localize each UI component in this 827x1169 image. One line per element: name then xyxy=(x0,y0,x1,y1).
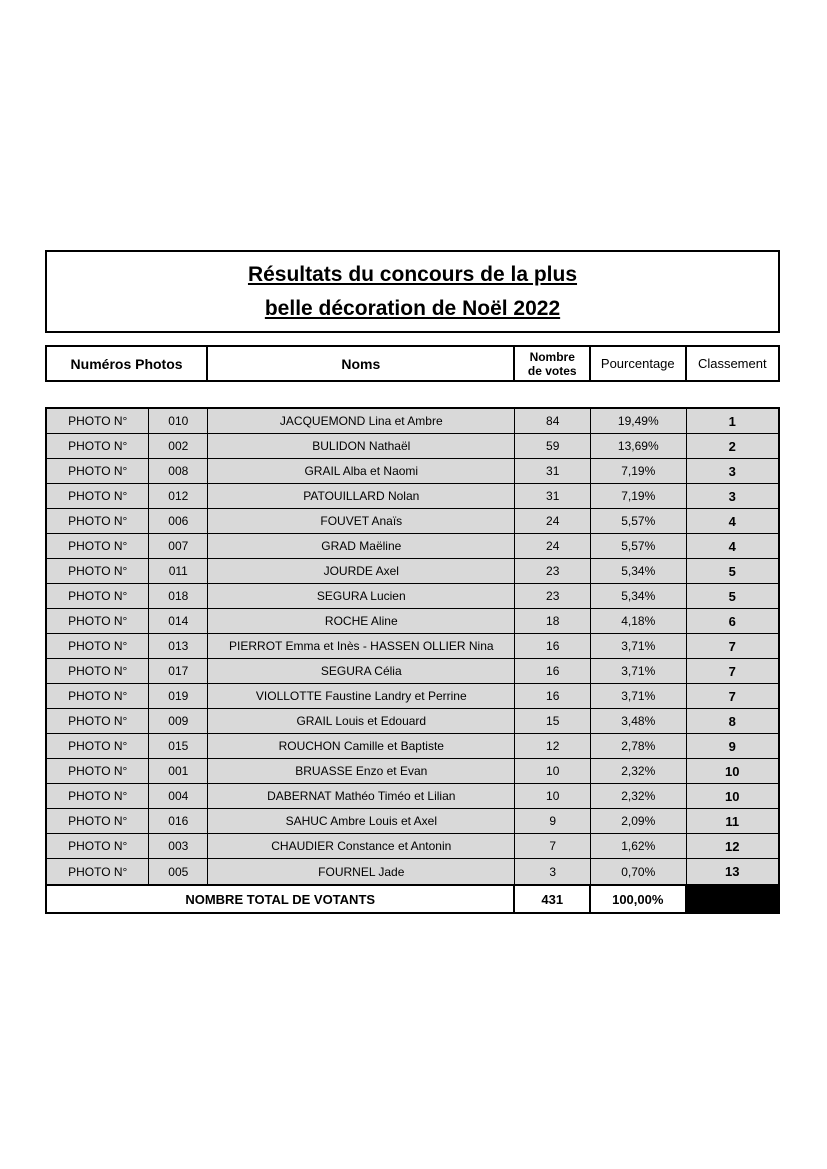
cell-votes: 23 xyxy=(515,559,591,583)
cell-photo-label: PHOTO N° xyxy=(47,434,149,458)
cell-votes: 59 xyxy=(515,434,591,458)
cell-votes: 15 xyxy=(515,709,591,733)
cell-photo-label: PHOTO N° xyxy=(47,784,149,808)
cell-classement: 5 xyxy=(687,584,779,608)
cell-numero: 005 xyxy=(149,859,208,884)
header-pourcentage: Pourcentage xyxy=(591,347,686,380)
cell-nom: GRAIL Louis et Edouard xyxy=(208,709,515,733)
cell-pourcentage: 3,71% xyxy=(591,684,686,708)
cell-nom: VIOLLOTTE Faustine Landry et Perrine xyxy=(208,684,515,708)
table-row xyxy=(47,809,778,834)
cell-numero: 007 xyxy=(149,534,208,558)
results-table xyxy=(45,407,780,914)
cell-nom: SEGURA Célia xyxy=(208,659,515,683)
table-row xyxy=(47,684,778,709)
total-row xyxy=(47,884,778,912)
table-row xyxy=(47,859,778,884)
cell-numero: 004 xyxy=(149,784,208,808)
cell-classement: 2 xyxy=(687,434,779,458)
cell-votes: 7 xyxy=(515,834,591,858)
cell-nom: PATOUILLARD Nolan xyxy=(208,484,515,508)
cell-photo-label: PHOTO N° xyxy=(47,759,149,783)
cell-nom: GRAD Maëline xyxy=(208,534,515,558)
cell-photo-label: PHOTO N° xyxy=(47,409,149,433)
cell-numero: 009 xyxy=(149,709,208,733)
cell-numero: 001 xyxy=(149,759,208,783)
total-pourcentage: 100,00% xyxy=(591,886,686,912)
cell-photo-label: PHOTO N° xyxy=(47,534,149,558)
cell-pourcentage: 5,34% xyxy=(591,559,686,583)
cell-photo-label: PHOTO N° xyxy=(47,609,149,633)
cell-classement: 8 xyxy=(687,709,779,733)
cell-numero: 010 xyxy=(149,409,208,433)
cell-pourcentage: 5,34% xyxy=(591,584,686,608)
table-row xyxy=(47,584,778,609)
cell-votes: 12 xyxy=(515,734,591,758)
cell-votes: 16 xyxy=(515,634,591,658)
cell-classement: 7 xyxy=(687,634,779,658)
cell-photo-label: PHOTO N° xyxy=(47,734,149,758)
cell-classement: 10 xyxy=(687,759,779,783)
cell-numero: 013 xyxy=(149,634,208,658)
cell-photo-label: PHOTO N° xyxy=(47,709,149,733)
cell-numero: 012 xyxy=(149,484,208,508)
cell-nom: SEGURA Lucien xyxy=(208,584,515,608)
cell-numero: 006 xyxy=(149,509,208,533)
cell-photo-label: PHOTO N° xyxy=(47,509,149,533)
cell-numero: 011 xyxy=(149,559,208,583)
cell-numero: 016 xyxy=(149,809,208,833)
cell-classement: 3 xyxy=(687,459,779,483)
table-row xyxy=(47,609,778,634)
cell-classement: 11 xyxy=(687,809,779,833)
total-votes: 431 xyxy=(515,886,591,912)
cell-photo-label: PHOTO N° xyxy=(47,834,149,858)
cell-classement: 6 xyxy=(687,609,779,633)
cell-numero: 003 xyxy=(149,834,208,858)
title-box xyxy=(45,250,780,333)
total-black-cell xyxy=(687,886,779,912)
cell-photo-label: PHOTO N° xyxy=(47,859,149,884)
cell-classement: 12 xyxy=(687,834,779,858)
cell-pourcentage: 2,09% xyxy=(591,809,686,833)
cell-numero: 018 xyxy=(149,584,208,608)
cell-votes: 24 xyxy=(515,534,591,558)
cell-nom: GRAIL Alba et Naomi xyxy=(208,459,515,483)
results-table-body xyxy=(47,409,778,884)
cell-photo-label: PHOTO N° xyxy=(47,659,149,683)
cell-nom: ROCHE Aline xyxy=(208,609,515,633)
cell-votes: 16 xyxy=(515,659,591,683)
cell-nom: JOURDE Axel xyxy=(208,559,515,583)
table-row xyxy=(47,634,778,659)
cell-pourcentage: 0,70% xyxy=(591,859,686,884)
cell-votes: 3 xyxy=(515,859,591,884)
cell-pourcentage: 2,78% xyxy=(591,734,686,758)
cell-photo-label: PHOTO N° xyxy=(47,809,149,833)
cell-numero: 017 xyxy=(149,659,208,683)
cell-classement: 9 xyxy=(687,734,779,758)
cell-nom: BRUASSE Enzo et Evan xyxy=(208,759,515,783)
cell-nom: ROUCHON Camille et Baptiste xyxy=(208,734,515,758)
cell-votes: 84 xyxy=(515,409,591,433)
cell-pourcentage: 3,48% xyxy=(591,709,686,733)
cell-numero: 002 xyxy=(149,434,208,458)
cell-pourcentage: 3,71% xyxy=(591,659,686,683)
cell-photo-label: PHOTO N° xyxy=(47,559,149,583)
header-nombre-de-votes xyxy=(515,347,591,380)
cell-classement: 4 xyxy=(687,534,779,558)
cell-pourcentage: 3,71% xyxy=(591,634,686,658)
header-noms: Noms xyxy=(208,347,515,380)
table-row xyxy=(47,534,778,559)
page-title-line-2: belle décoration de Noël 2022 xyxy=(264,296,561,320)
cell-classement: 10 xyxy=(687,784,779,808)
cell-pourcentage: 4,18% xyxy=(591,609,686,633)
cell-nom: FOURNEL Jade xyxy=(208,859,515,884)
header-classement: Classement xyxy=(697,356,767,371)
cell-nom: JACQUEMOND Lina et Ambre xyxy=(208,409,515,433)
cell-pourcentage: 13,69% xyxy=(591,434,686,458)
header-votes-line-1: Nombre xyxy=(529,349,575,364)
table-row xyxy=(47,484,778,509)
cell-photo-label: PHOTO N° xyxy=(47,584,149,608)
cell-classement: 3 xyxy=(687,484,779,508)
cell-votes: 9 xyxy=(515,809,591,833)
cell-classement: 7 xyxy=(687,659,779,683)
header-numeros-photos: Numéros Photos xyxy=(47,347,208,380)
cell-numero: 015 xyxy=(149,734,208,758)
cell-votes: 31 xyxy=(515,484,591,508)
cell-nom: DABERNAT Mathéo Timéo et Lilian xyxy=(208,784,515,808)
cell-photo-label: PHOTO N° xyxy=(47,484,149,508)
cell-pourcentage: 1,62% xyxy=(591,834,686,858)
table-row xyxy=(47,759,778,784)
cell-numero: 014 xyxy=(149,609,208,633)
cell-classement: 1 xyxy=(687,409,779,433)
table-row xyxy=(47,434,778,459)
table-row xyxy=(47,509,778,534)
cell-photo-label: PHOTO N° xyxy=(47,459,149,483)
total-label: NOMBRE TOTAL DE VOTANTS xyxy=(47,886,515,912)
cell-pourcentage: 7,19% xyxy=(591,459,686,483)
cell-photo-label: PHOTO N° xyxy=(47,634,149,658)
table-row xyxy=(47,459,778,484)
cell-nom: BULIDON Nathaël xyxy=(208,434,515,458)
cell-nom: CHAUDIER Constance et Antonin xyxy=(208,834,515,858)
cell-votes: 31 xyxy=(515,459,591,483)
cell-pourcentage: 19,49% xyxy=(591,409,686,433)
table-row xyxy=(47,734,778,759)
cell-pourcentage: 5,57% xyxy=(591,534,686,558)
table-row xyxy=(47,659,778,684)
cell-numero: 019 xyxy=(149,684,208,708)
cell-classement: 4 xyxy=(687,509,779,533)
cell-votes: 23 xyxy=(515,584,591,608)
cell-classement: 7 xyxy=(687,684,779,708)
cell-classement: 5 xyxy=(687,559,779,583)
cell-votes: 24 xyxy=(515,509,591,533)
table-header-row xyxy=(45,345,780,382)
cell-votes: 16 xyxy=(515,684,591,708)
table-row xyxy=(47,709,778,734)
cell-classement: 13 xyxy=(687,859,779,884)
cell-votes: 10 xyxy=(515,759,591,783)
cell-pourcentage: 2,32% xyxy=(591,759,686,783)
table-row xyxy=(47,559,778,584)
cell-photo-label: PHOTO N° xyxy=(47,684,149,708)
cell-pourcentage: 5,57% xyxy=(591,509,686,533)
cell-nom: SAHUC Ambre Louis et Axel xyxy=(208,809,515,833)
table-row xyxy=(47,784,778,809)
table-row xyxy=(47,409,778,434)
cell-numero: 008 xyxy=(149,459,208,483)
cell-votes: 10 xyxy=(515,784,591,808)
cell-nom: PIERROT Emma et Inès - HASSEN OLLIER Nina xyxy=(208,634,515,658)
table-row xyxy=(47,834,778,859)
cell-nom: FOUVET Anaïs xyxy=(208,509,515,533)
cell-pourcentage: 7,19% xyxy=(591,484,686,508)
cell-pourcentage: 2,32% xyxy=(591,784,686,808)
cell-votes: 18 xyxy=(515,609,591,633)
page-title-line-1: Résultats du concours de la plus xyxy=(247,262,578,286)
header-votes-line-2: de votes xyxy=(527,363,577,378)
